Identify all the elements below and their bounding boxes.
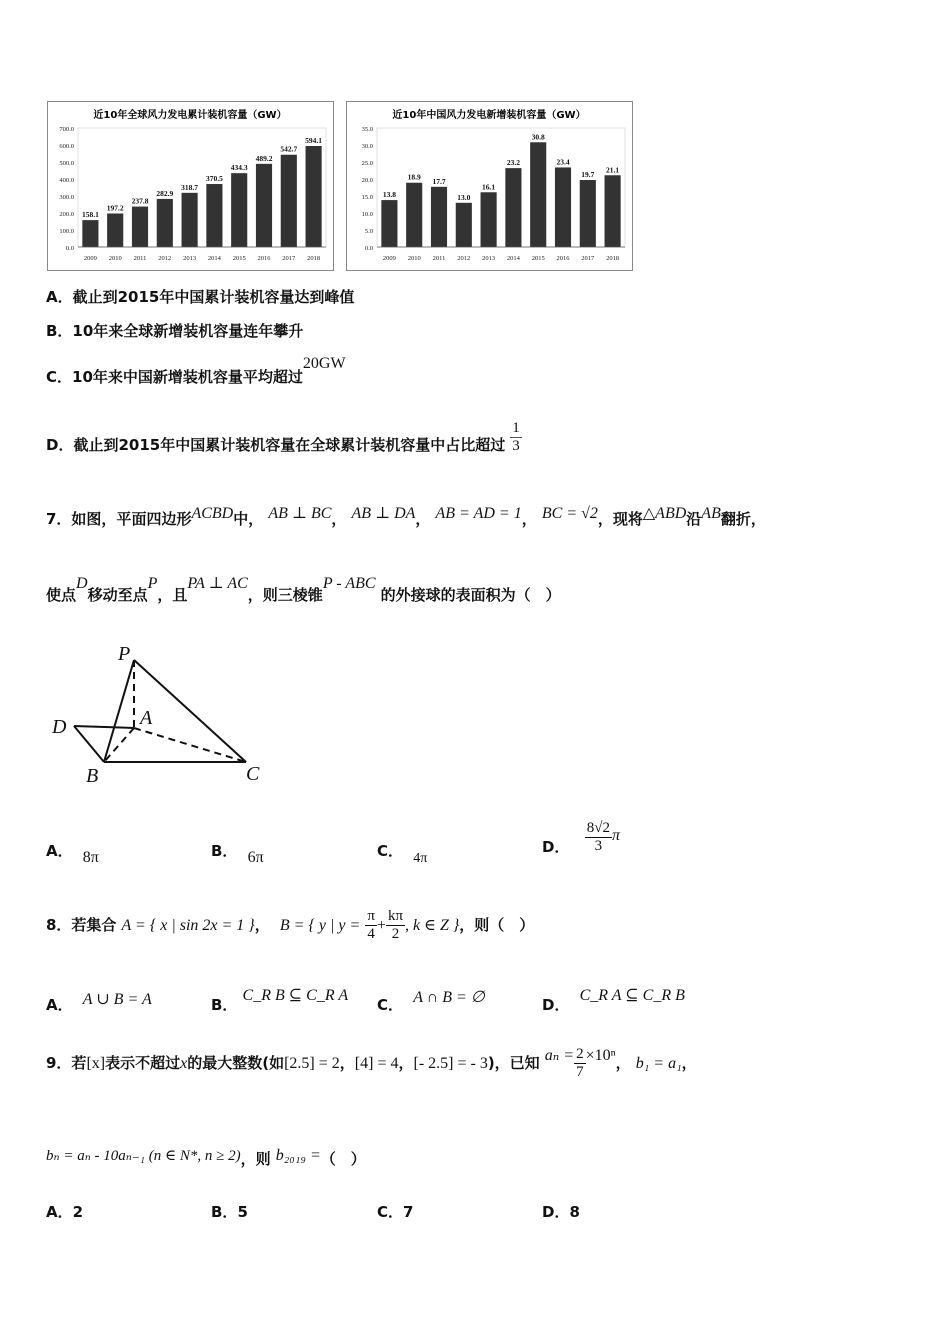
label-D: D	[52, 716, 67, 738]
bar	[107, 213, 123, 247]
x-tick-label: 2017	[581, 255, 595, 262]
q6-option-d-fraction	[510, 420, 522, 455]
x-tick-label: 2012	[158, 255, 172, 262]
fraction-denominator: 3	[594, 838, 603, 854]
y-tick-label: 700.0	[59, 126, 74, 133]
q6-option-c-math: 20GW	[302, 355, 346, 372]
option-label: A．	[46, 996, 73, 1014]
q9-text: 的最大整数(如	[187, 1054, 285, 1072]
q9-math: x	[180, 1055, 188, 1072]
option-label: D．	[542, 838, 570, 856]
data-label: 18.9	[407, 172, 421, 182]
fraction-numerator: kπ	[387, 908, 404, 924]
q9-math: ×10ⁿ	[585, 1047, 616, 1064]
q7-text: ，现将	[597, 510, 643, 528]
option-value: C_R A ⊆ C_R B	[579, 987, 685, 1004]
label-P: P	[118, 643, 131, 665]
q7-text: ，	[331, 510, 347, 528]
bar	[182, 193, 198, 247]
x-tick-label: 2013	[183, 255, 197, 262]
q7-math: △ABD	[642, 505, 687, 522]
q9-option-d[interactable]	[542, 1201, 580, 1222]
chart-title: 近10年中国风力发电新增装机容量（GW）	[392, 110, 586, 121]
fraction-denominator: 4	[367, 926, 375, 942]
q8-text: ，	[254, 916, 270, 934]
bar	[281, 155, 297, 247]
y-tick-label: 0.0	[364, 245, 373, 252]
option-label: D．	[542, 1203, 570, 1221]
data-label: 13.0	[457, 192, 471, 202]
option-value: 8π	[82, 849, 99, 866]
q9-math: b₂₀₁₉ =	[275, 1147, 321, 1164]
q8-fraction-2	[386, 908, 405, 943]
x-tick-label: 2015	[232, 255, 246, 262]
bar	[456, 203, 472, 247]
option-label: C．	[377, 842, 404, 860]
q9-text: ，则	[240, 1150, 271, 1168]
y-tick-label: 5.0	[364, 228, 373, 235]
q7-math: P	[147, 575, 158, 592]
fraction-denominator: 3	[512, 438, 520, 454]
option-value: C_R B ⊆ C_R A	[242, 987, 349, 1004]
q8-text: 8．若集合	[46, 916, 117, 934]
bar	[605, 175, 621, 247]
data-label: 542.7	[280, 144, 298, 154]
q9-text: 9．若	[46, 1054, 87, 1072]
data-label: 17.7	[432, 176, 446, 186]
option-value: 2	[72, 1203, 84, 1221]
bar	[381, 200, 397, 247]
y-tick-label: 500.0	[59, 160, 74, 167]
q8-option-a[interactable]	[46, 988, 152, 1014]
label-A: A	[140, 707, 153, 729]
option-value: π	[611, 827, 620, 844]
q9-option-c[interactable]	[377, 1201, 413, 1222]
china-chart	[346, 101, 633, 271]
q7-text: 移动至点	[87, 586, 148, 604]
x-tick-label: 2018	[307, 255, 321, 262]
option-value: 5	[237, 1203, 248, 1221]
q8-set-b-tail: , k ∈ Z }	[405, 917, 460, 934]
bar	[505, 168, 521, 247]
q9-math: [2.5] = 2	[284, 1055, 340, 1072]
bar	[256, 164, 272, 247]
q7-option-b[interactable]	[211, 840, 264, 866]
bar	[206, 184, 222, 247]
q9-math: [4] = 4	[354, 1055, 399, 1072]
option-fraction	[585, 820, 612, 855]
bar	[82, 220, 98, 247]
q7-option-c[interactable]	[377, 840, 428, 866]
data-label: 158.1	[81, 210, 99, 220]
global-chart	[47, 101, 334, 271]
edge-AC	[134, 728, 246, 762]
data-label: 370.5	[205, 174, 223, 184]
x-tick-label: 2016	[257, 255, 271, 262]
q7-text: 使点	[46, 586, 77, 604]
data-label: 594.1	[305, 136, 323, 146]
fraction-numerator: 1	[512, 420, 520, 436]
q8-stem	[46, 908, 534, 943]
q7-math: AB = AD = 1	[435, 505, 522, 522]
q9-text: ，	[398, 1054, 414, 1072]
y-tick-label: 10.0	[361, 211, 373, 218]
q7-text: 7．如图，平面四边形	[46, 510, 192, 528]
q9-option-b[interactable]	[211, 1201, 248, 1222]
q6-option-b[interactable]: B．10年来全球新增装机容量连年攀升	[46, 322, 304, 340]
option-label: B．	[211, 1203, 238, 1221]
option-label: B．	[211, 996, 238, 1014]
data-label: 23.4	[556, 157, 570, 167]
x-tick-label: 2012	[457, 255, 471, 262]
x-tick-label: 2009	[382, 255, 396, 262]
chart-title: 近10年全球风力发电累计装机容量（GW）	[93, 110, 287, 121]
q7-stem-line2	[46, 572, 561, 604]
data-label: 16.1	[482, 182, 496, 192]
label-B: B	[86, 765, 99, 787]
q9-math: [x]	[86, 1055, 106, 1072]
q7-math: PA ⊥ AC	[187, 575, 248, 592]
x-tick-label: 2015	[531, 255, 545, 262]
q9-math: bₙ = aₙ - 10aₙ₋₁ (n ∈ N*, n ≥ 2)	[46, 1148, 241, 1164]
data-label: 318.7	[181, 182, 199, 192]
q9-text: ，	[615, 1054, 631, 1072]
global-chart-svg	[48, 102, 333, 270]
q9-stem-line2	[46, 1144, 366, 1168]
option-label: B．	[211, 842, 238, 860]
data-label: 237.8	[131, 196, 149, 206]
q7-figure	[46, 638, 276, 788]
q6-option-c-text: C．10年来中国新增装机容量平均超过	[46, 368, 303, 386]
option-value: 7	[403, 1203, 414, 1221]
x-tick-label: 2014	[207, 255, 221, 262]
option-label: D．	[542, 996, 570, 1014]
data-label: 21.1	[606, 165, 620, 175]
y-tick-label: 15.0	[361, 194, 373, 201]
q9-text: )，已知	[487, 1054, 540, 1072]
q7-text: ，	[415, 510, 431, 528]
data-label: 13.8	[382, 190, 396, 200]
q8-text: ，则（ ）	[459, 916, 535, 934]
fraction-denominator: 7	[576, 1064, 584, 1080]
q7-math: BC = √2	[541, 505, 598, 522]
q7-math: D	[76, 575, 88, 592]
label-C: C	[246, 763, 260, 785]
q9-math: b₁ = a₁	[635, 1055, 682, 1072]
option-label: C．	[377, 1203, 404, 1221]
option-label: A．	[46, 842, 73, 860]
option-value: 6π	[247, 849, 264, 866]
q8-option-d[interactable]	[542, 984, 685, 1014]
bar	[481, 192, 497, 247]
option-label: C．	[377, 996, 404, 1014]
data-label: 282.9	[156, 188, 174, 198]
q7-stem-line1	[46, 502, 766, 528]
q7-option-d[interactable]	[542, 820, 620, 855]
x-tick-label: 2017	[282, 255, 296, 262]
option-label: A．	[46, 1203, 73, 1221]
x-tick-label: 2016	[556, 255, 570, 262]
data-label: 434.3	[230, 163, 248, 173]
q8-option-b[interactable]	[211, 984, 349, 1014]
y-tick-label: 300.0	[59, 194, 74, 201]
q7-text: ，	[521, 510, 537, 528]
q6-option-d-text: D．截止到2015年中国累计装机容量在全球累计装机容量中占比超过	[46, 436, 506, 454]
bar	[530, 142, 546, 247]
fraction-numerator: 2	[576, 1046, 584, 1062]
data-label: 23.2	[506, 158, 520, 168]
q7-math: AB ⊥ BC	[268, 505, 332, 522]
edge-PB	[104, 660, 134, 762]
q9-text: （ ）	[320, 1150, 366, 1168]
q7-text: 中，	[233, 510, 264, 528]
option-value: 4π	[413, 851, 428, 866]
q7-text: 的外接球的表面积为（ ）	[380, 586, 561, 604]
y-tick-label: 200.0	[59, 211, 74, 218]
y-tick-label: 100.0	[59, 228, 74, 235]
q8-set-a: A = { x | sin 2x = 1 }	[121, 917, 255, 934]
data-label: 30.8	[531, 132, 545, 142]
option-value: A ∪ B = A	[82, 991, 152, 1008]
bar	[555, 167, 571, 247]
q7-text: 翻折，	[720, 510, 766, 528]
y-tick-label: 0.0	[65, 245, 74, 252]
q7-math: P - ABC	[322, 575, 376, 592]
y-tick-label: 35.0	[361, 126, 373, 133]
x-tick-label: 2011	[133, 255, 147, 262]
x-tick-label: 2018	[606, 255, 620, 262]
q9-math: [- 2.5] = - 3	[413, 1055, 488, 1072]
bar	[431, 187, 447, 247]
x-tick-label: 2014	[506, 255, 520, 262]
q7-text: ，则三棱锥	[247, 586, 323, 604]
y-tick-label: 30.0	[361, 143, 373, 150]
q9-text: ，	[681, 1054, 697, 1072]
edge-DA	[74, 726, 134, 728]
bar	[306, 146, 322, 247]
q7-math: AB ⊥ DA	[351, 505, 416, 522]
q6-option-a[interactable]: A．截止到2015年中国累计装机容量达到峰值	[46, 288, 355, 306]
q9-math: aₙ =	[544, 1047, 575, 1064]
q6-option-d[interactable]	[46, 420, 522, 455]
q7-text: 沿	[686, 510, 702, 528]
china-chart-svg	[347, 102, 632, 270]
q9-stem-line1	[46, 1046, 697, 1081]
option-value: A ∩ B = ∅	[413, 989, 485, 1006]
q9-option-a[interactable]	[46, 1201, 83, 1222]
y-tick-label: 400.0	[59, 177, 74, 184]
x-tick-label: 2009	[83, 255, 97, 262]
q7-math: ACBD	[191, 505, 234, 522]
bar	[580, 180, 596, 247]
x-tick-label: 2013	[482, 255, 496, 262]
x-tick-label: 2010	[407, 255, 421, 262]
q9-fraction	[574, 1046, 586, 1081]
q6-option-c[interactable]	[46, 355, 346, 387]
x-tick-label: 2011	[432, 255, 446, 262]
bar	[231, 173, 247, 247]
edge-DB	[74, 726, 104, 762]
option-value: 8	[569, 1203, 580, 1221]
q7-text: ，且	[157, 586, 188, 604]
fraction-denominator: 2	[391, 926, 400, 942]
fraction-numerator: π	[367, 908, 375, 924]
q7-math: AB	[701, 505, 721, 522]
fraction-numerator: 8√2	[586, 820, 610, 836]
x-tick-label: 2010	[108, 255, 122, 262]
bar	[157, 199, 173, 247]
q8-option-c[interactable]	[377, 986, 485, 1014]
bar	[132, 207, 148, 247]
data-label: 19.7	[581, 170, 595, 180]
q8-fraction-1	[365, 908, 377, 943]
q9-text: ，	[339, 1054, 355, 1072]
q8-plus: +	[376, 917, 386, 934]
y-tick-label: 25.0	[361, 160, 373, 167]
q8-set-b: B = { y | y =	[279, 917, 361, 934]
data-label: 197.2	[106, 203, 124, 213]
bar	[406, 183, 422, 247]
q9-text: 表示不超过	[105, 1054, 181, 1072]
data-label: 489.2	[255, 153, 273, 163]
y-tick-label: 600.0	[59, 143, 74, 150]
y-tick-label: 20.0	[361, 177, 373, 184]
q7-option-a[interactable]	[46, 840, 99, 866]
